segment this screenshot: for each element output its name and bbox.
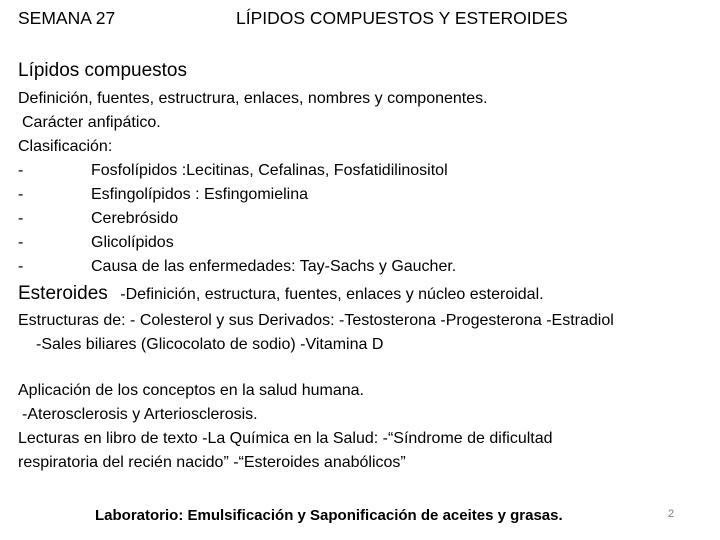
page-number: 2 — [668, 508, 675, 520]
list-dash: - — [18, 234, 24, 251]
list-item — [0, 258, 720, 278]
list-item — [0, 234, 720, 254]
list-dash: - — [18, 186, 24, 203]
aplicacion-line1: Aplicación de los conceptos en la salud humana. — [18, 382, 364, 399]
slide-title: LÍPIDOS COMPUESTOS Y ESTEROIDES — [236, 8, 568, 28]
aplicacion-line2: -Aterosclerosis y Arteriosclerosis. — [22, 406, 258, 423]
compuestos-character: Carácter anfipático. — [22, 114, 161, 131]
week-label: SEMANA 27 — [18, 8, 116, 28]
list-item-text: Fosfolípidos :Lecitinas, Cefalinas, Fosfatidilinositol — [91, 162, 448, 179]
laboratorio-note: Laboratorio: Emulsificación y Saponificación de aceites y grasas. — [95, 507, 563, 524]
aplicacion-line3: Lecturas en libro de texto -La Química en la Salud: -“Síndrome de dificultad — [18, 430, 553, 447]
list-item-text: Causa de las enfermedades: Tay-Sachs y Gaucher. — [91, 258, 457, 275]
esteroides-structures-line2: -Sales biliares (Glicocolato de sodio) -Vitamina D — [36, 336, 384, 353]
list-item-text: Esfingolípidos : Esfingomielina — [91, 186, 309, 203]
list-item-text: Cerebrósido — [91, 210, 179, 227]
list-item — [0, 186, 720, 206]
compuestos-heading: Lípidos compuestos — [18, 60, 187, 81]
list-item — [0, 162, 720, 182]
aplicacion-line4: respiratoria del recién nacido” -“Esteroides anabólicos” — [18, 454, 406, 471]
list-dash: - — [18, 162, 24, 179]
esteroides-line — [18, 283, 544, 305]
esteroides-heading: Esteroides — [18, 283, 108, 304]
list-dash: - — [18, 258, 24, 275]
compuestos-classification: Clasificación: — [18, 138, 113, 155]
esteroides-structures-line1: Estructuras de: - Colesterol y sus Derivados: -Testosterona -Progesterona -Estradiol — [18, 312, 614, 329]
esteroides-description: -Definición, estructura, fuentes, enlaces y núcleo esteroidal. — [120, 286, 544, 303]
list-item — [0, 210, 720, 230]
compuestos-definition: Definición, fuentes, estructrura, enlaces, nombres y componentes. — [18, 90, 488, 107]
list-dash: - — [18, 210, 24, 227]
list-item-text: Glicolípidos — [91, 234, 174, 251]
